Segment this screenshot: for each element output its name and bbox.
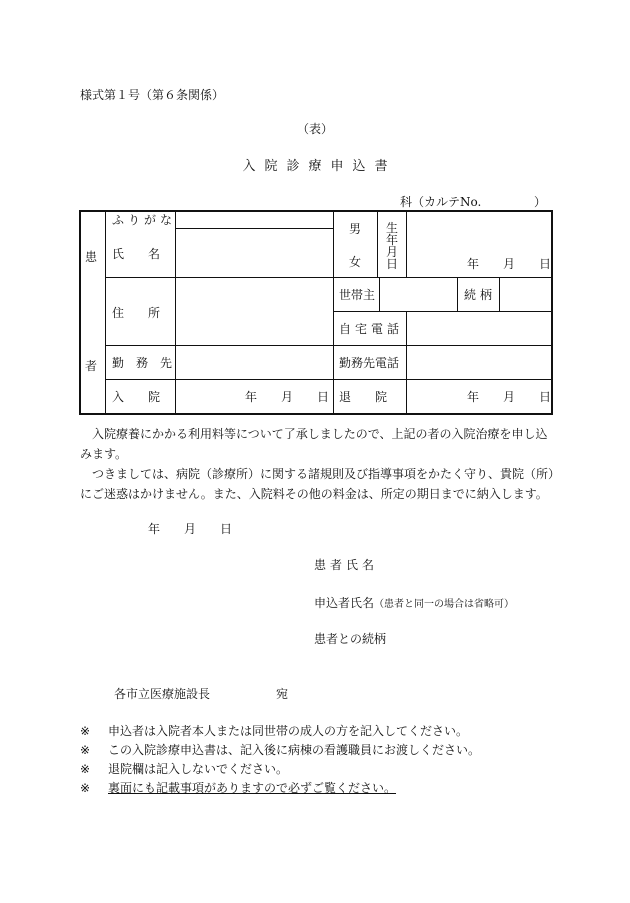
- addressee-suffix: 宛: [276, 687, 289, 701]
- workplace-field[interactable]: [177, 347, 331, 378]
- document-title: 入院診療申込書: [242, 159, 397, 174]
- female-option: 女: [349, 255, 362, 269]
- address-field[interactable]: [177, 279, 331, 344]
- applicant-name-line: [314, 594, 514, 611]
- line-name-bottom: [105, 277, 551, 278]
- admission-date: 年 月 日: [245, 390, 330, 404]
- note-mark: ※: [80, 724, 91, 738]
- paragraph-consent: [80, 424, 555, 464]
- note-text: この入院診療申込書は、記入後に病棟の看護職員にお渡しください。: [108, 743, 481, 757]
- male-option: 男: [349, 222, 362, 236]
- line-patient-col: [105, 210, 106, 415]
- line-relation-left: [457, 277, 458, 311]
- note-text: 申込者は入院者本人または同世帯の成人の方を記入してください。: [108, 724, 469, 738]
- note-mark: ※: [80, 781, 91, 795]
- table-border-right: [551, 210, 553, 415]
- furigana-label: ふりがな: [112, 213, 177, 227]
- side-label: （表）: [296, 122, 333, 136]
- discharge-date: 年 月 日: [467, 390, 552, 404]
- line-mid-col: [333, 210, 334, 415]
- line-relation-right: [499, 277, 500, 311]
- line-workphone-col: [406, 345, 407, 379]
- admission-label: 入 院: [112, 390, 161, 404]
- name-field[interactable]: [177, 230, 331, 276]
- note-item: [80, 760, 288, 777]
- note-text: 退院欄は記入しないでください。: [108, 762, 289, 776]
- karte-prefix: 科（カルテNo.: [400, 195, 482, 209]
- paragraph-rules: [80, 464, 555, 504]
- table-border-bottom: [79, 413, 553, 415]
- note-item: [80, 779, 396, 796]
- line-birth-col: [406, 210, 407, 277]
- line-sex-col: [377, 210, 378, 277]
- patient-name-label: 患者氏名: [314, 558, 379, 572]
- applicant-name-label: 申込者氏名: [314, 596, 375, 610]
- applicant-note: （患者と同一の場合は省略可）: [374, 599, 515, 610]
- address-label: 住 所: [112, 306, 161, 320]
- paragraph-rules-text: つきましては、病院（診療所）に関する諸規則及び指導事項をかたく守り、貴院（所）にご迷惑はかけません。また、入院料その他の料金は、所定の期日までに納入します。: [80, 467, 555, 501]
- paragraph-consent-text: 入院療養にかかる利用料等について了承しましたので、上記の者の入院治療を申し込みます。: [80, 427, 548, 461]
- birth-label: 生年月日: [386, 221, 399, 271]
- line-discharge-col: [406, 379, 407, 415]
- karte-number-line: [400, 193, 550, 210]
- home-phone-label: 自宅電話: [339, 322, 404, 336]
- line-household-bottom: [333, 311, 551, 312]
- furigana-field[interactable]: [177, 212, 331, 227]
- karte-close: ）: [533, 195, 546, 209]
- workplace-phone-label: 勤務先電話: [339, 356, 400, 370]
- patient-label-bottom: 者: [85, 359, 98, 373]
- note-item: [80, 722, 468, 739]
- line-furigana-bottom: [175, 228, 333, 229]
- discharge-label: 退 院: [339, 390, 388, 404]
- household-head-label: 世帯主: [339, 288, 376, 302]
- application-date: 年 月 日: [148, 522, 233, 536]
- line-homephone-col: [406, 311, 407, 345]
- line-household-col: [379, 277, 380, 311]
- relation-label: 続柄: [464, 288, 497, 302]
- workplace-label: 勤 務 先: [112, 356, 173, 370]
- line-work-bottom: [105, 379, 551, 380]
- name-label: 氏 名: [112, 247, 161, 261]
- line-address-bottom: [105, 345, 551, 346]
- line-label-col: [175, 210, 176, 415]
- application-table: [79, 210, 553, 415]
- note-mark: ※: [80, 743, 91, 757]
- form-number: 様式第１号（第６条関係）: [80, 88, 225, 102]
- note-mark: ※: [80, 762, 91, 776]
- birth-date: 年 月 日: [467, 257, 552, 271]
- relation-to-patient-label: 患者との続柄: [314, 632, 387, 646]
- note-item: [80, 741, 480, 758]
- note-text-underlined: 裏面にも記載事項がありますので必ずご覧ください。: [108, 781, 397, 795]
- patient-label-top: 患: [85, 250, 98, 264]
- addressee: 各市立医療施設長: [114, 687, 211, 701]
- table-border-left: [79, 210, 81, 415]
